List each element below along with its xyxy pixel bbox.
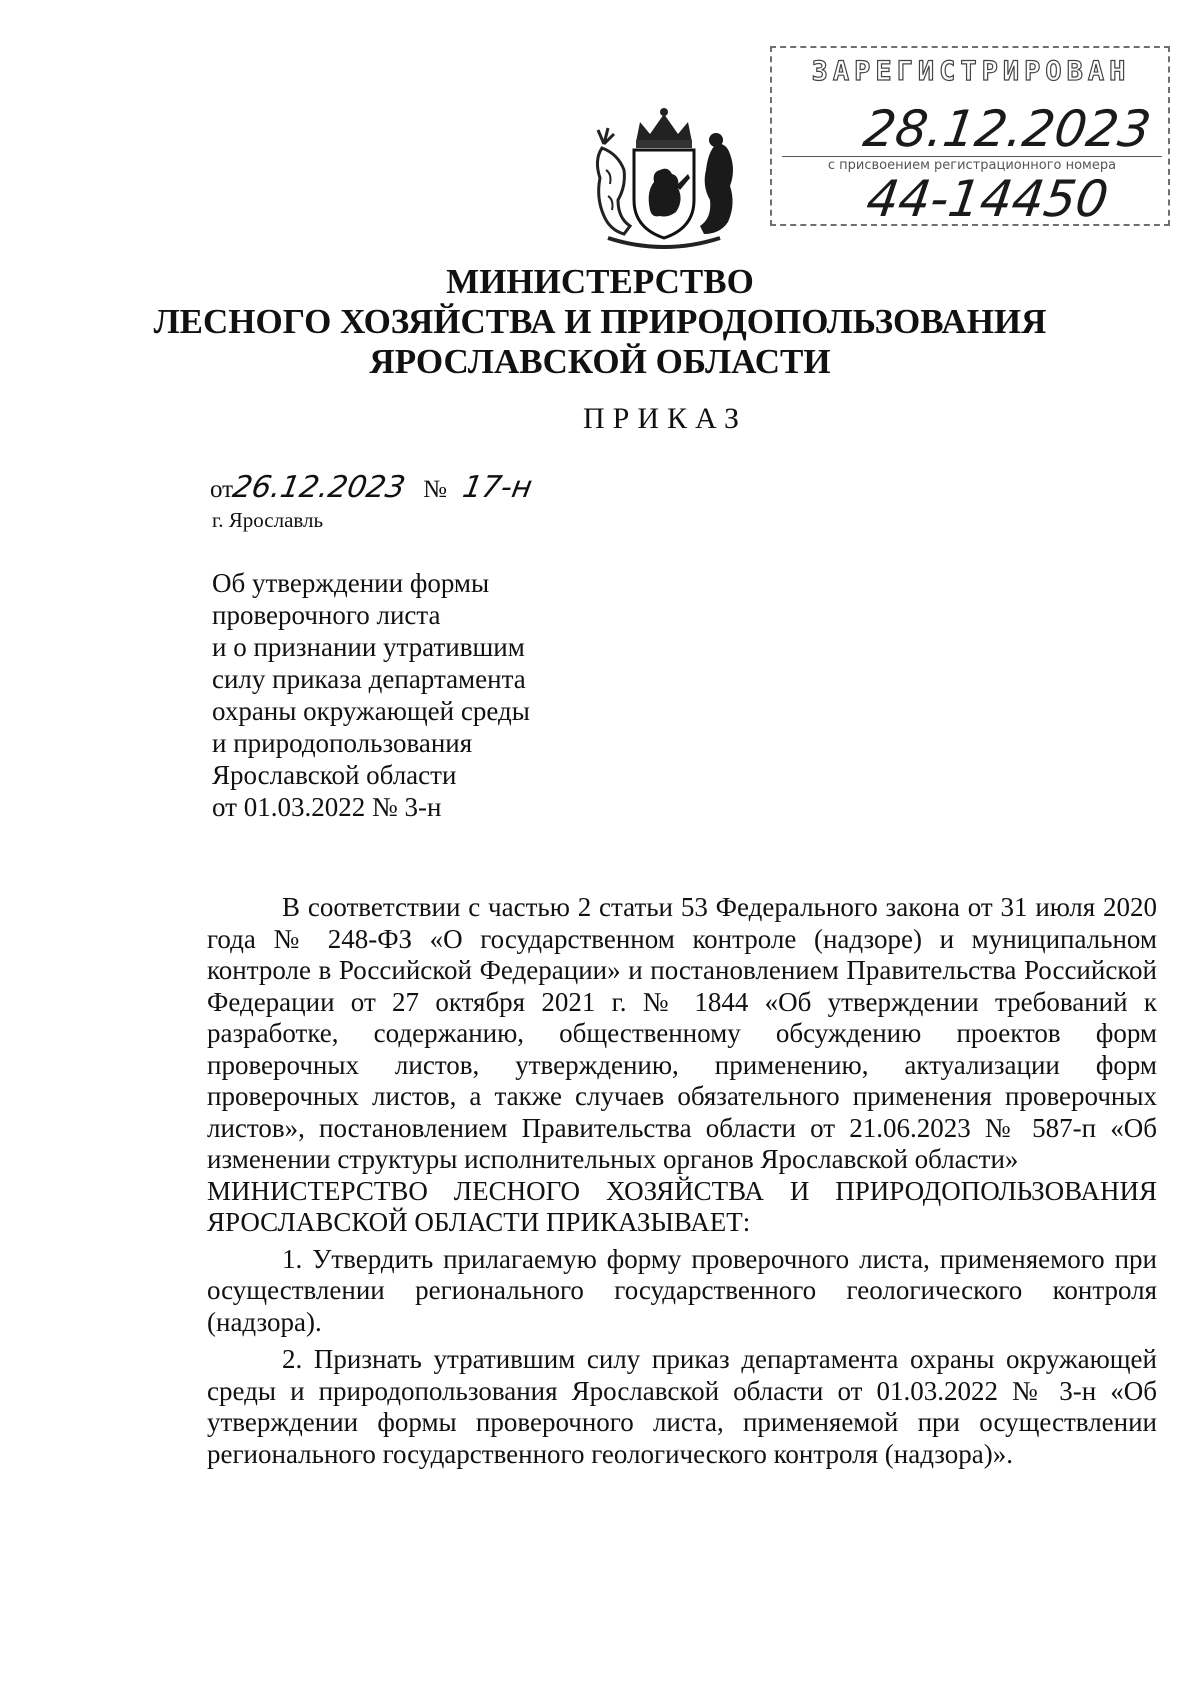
stamp-subtitle: с присвоением регистрационного номера: [782, 156, 1162, 173]
stamp-heading: ЗАРЕГИСТРИРОВАН: [811, 56, 1131, 87]
subject-line: и природопользования: [212, 728, 473, 758]
order-date-number: [210, 470, 535, 505]
ministry-title-line-1: МИНИСТЕРСТВО: [446, 262, 754, 301]
order-item-1: 1. Утвердить прилагаемую форму проверочного листа, применяемого при осуществлении регионального государственного геологического контроля (надзора).: [207, 1243, 1157, 1337]
order-body: [207, 892, 1157, 1470]
stamp-date: 28.12.2023: [859, 100, 1155, 158]
coat-of-arms-icon: [584, 100, 744, 250]
ministry-title-line-2: ЛЕСНОГО ХОЗЯЙСТВА И ПРИРОДОПОЛЬЗОВАНИЯ: [153, 302, 1047, 341]
order-subject: [212, 567, 530, 823]
decree-paragraph: МИНИСТЕРСТВО ЛЕСНОГО ХОЗЯЙСТВА И ПРИРОДОПОЛЬЗОВАНИЯ ЯРОСЛАВСКОЙ ОБЛАСТИ ПРИКАЗЫВАЕТ:: [207, 1175, 1157, 1237]
ministry-title: [0, 262, 1200, 382]
subject-line: Ярославской области: [212, 760, 457, 790]
preamble-paragraph: В соответствии с частью 2 статьи 53 Федерального закона от 31 июля 2020 года № 248-ФЗ «О государственном контроле (надзоре) и муниципальном контроле в Российской Федерации» и постановлением Правительства Российской Федерации от 27 октября 2021 г. № 1844 «Об утверждении требований к разработке, содержанию, общественному обсуждению проектов форм проверочных листов, утверждению, применению, актуализации форм проверочных листов, а также случаев обязательного применения проверочных листов», постановлением Правительства области от 21.06.2023 № 587-п «Об изменении структуры исполнительных органов Ярославской области»: [207, 892, 1157, 1174]
subject-line: Об утверждении формы: [212, 568, 490, 598]
order-city: г. Ярославль: [212, 508, 324, 532]
registration-stamp: [770, 46, 1170, 226]
subject-line: проверочного листа: [212, 600, 441, 630]
subject-line: от 01.03.2022 № 3-н: [212, 792, 442, 822]
document-type: ПРИКАЗ: [583, 402, 747, 435]
subject-line: и о признании утратившим: [212, 632, 525, 662]
order-date: 26.12.2023: [230, 470, 408, 505]
ministry-title-line-3: ЯРОСЛАВСКОЙ ОБЛАСТИ: [369, 342, 831, 381]
order-number: 17-н: [460, 470, 535, 505]
order-from-prefix: от: [210, 476, 234, 503]
subject-line: силу приказа департамента: [212, 664, 526, 694]
order-number-sign: №: [423, 476, 447, 503]
order-item-2: 2. Признать утратившим силу приказ департамента охраны окружающей среды и природопользования Ярославской области от 01.03.2022 № 3-н «Об утверждении формы проверочного листа, применяемой при осуществлении регионального государственного геологического контроля (надзора)».: [207, 1344, 1157, 1469]
stamp-registration-number: 44-14450: [863, 170, 1113, 228]
subject-line: охраны окружающей среды: [212, 696, 530, 726]
